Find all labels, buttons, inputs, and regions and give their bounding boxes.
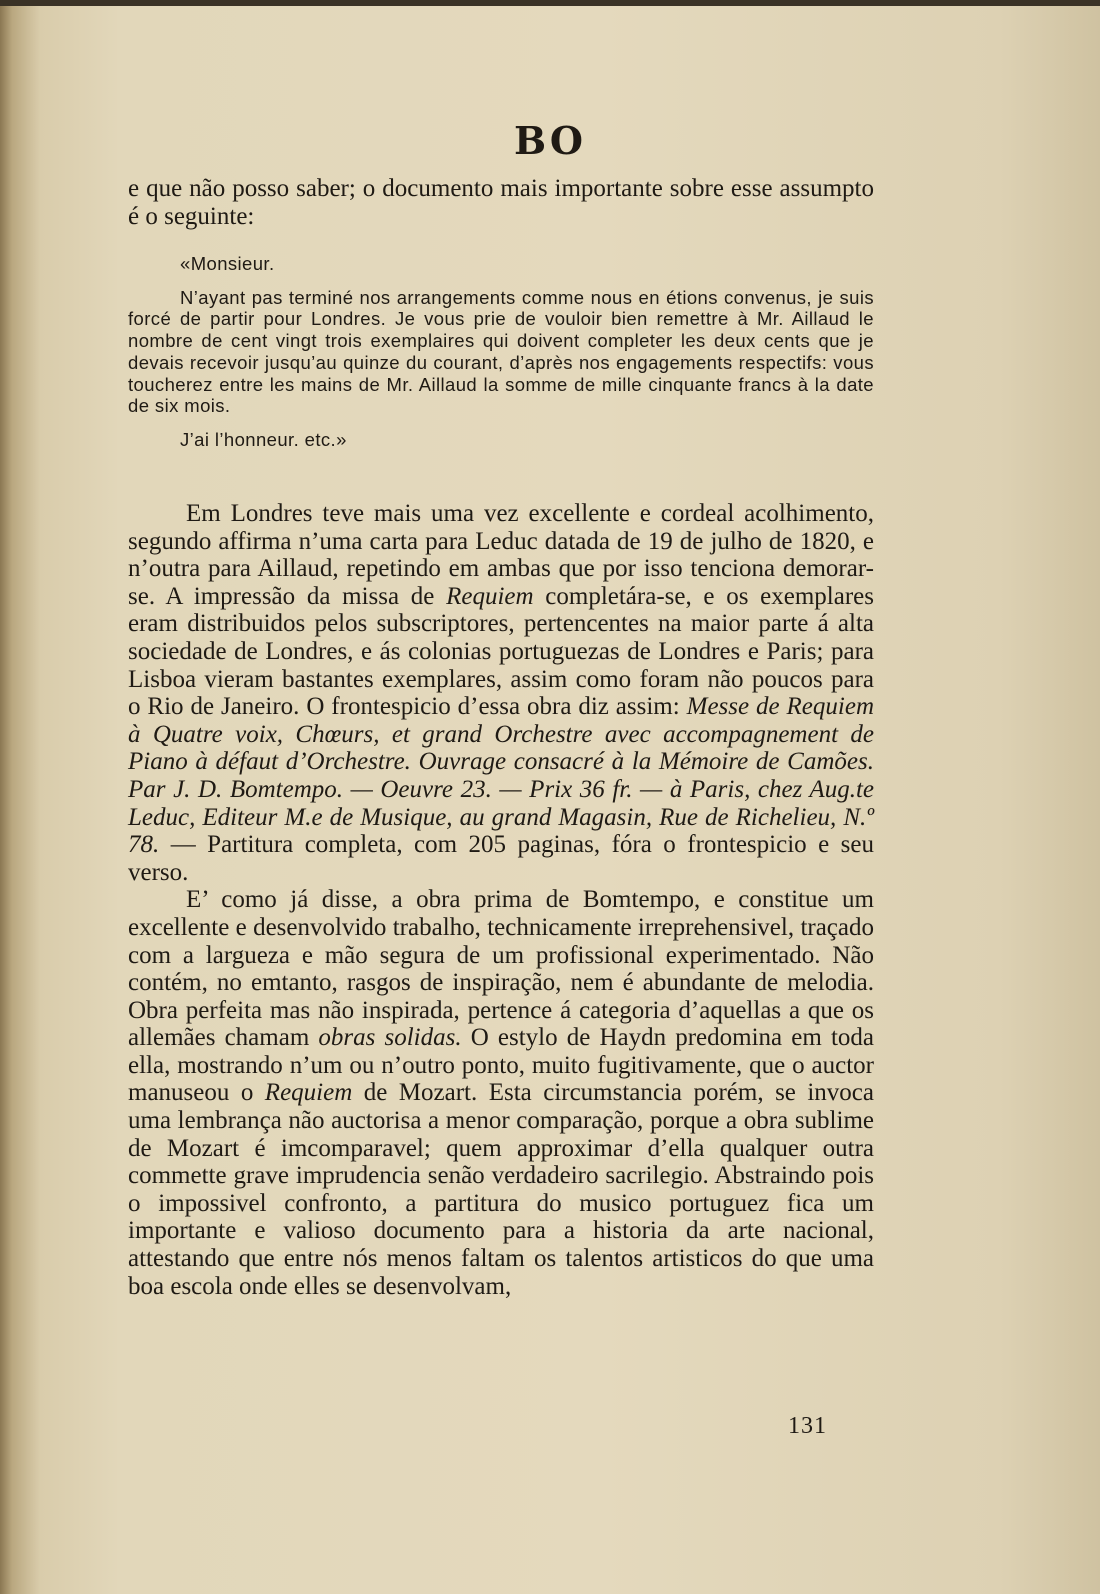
paragraph-london-text-1: Em Londres teve mais uma vez excellente e cordeal acolhimento, segundo affirma n’uma carta para Leduc datada de 19 de julho de 1820, e n’outra para Aillaud, repetindo em ambas que por isso tenciona demorar-se. A impressão da missa de — [128, 500, 874, 610]
paragraph-assessment — [128, 886, 874, 1300]
running-head: BO — [514, 118, 586, 163]
main-text — [128, 500, 874, 1300]
paragraph-london — [128, 500, 874, 886]
intro-text: e que não posso saber; o documento mais importante sobre esse assumpto é o seguinte: — [128, 175, 874, 230]
quoted-letter — [128, 253, 874, 451]
paragraph-london-text-2: completára-se, e os exemplares eram distribuidos pelos subscriptores, pertencentes na maior parte á alta sociedade de Londres, e ás colonias portuguezas de Londres e Paris; para Lisboa vieram bastantes exemplares, assim como foram não poucos para o Rio de Janeiro. O frontespicio d’essa obra diz assim: — [128, 582, 874, 721]
page-number: 131 — [788, 1413, 827, 1439]
obras-solidas-term: obras solidas. — [318, 1024, 462, 1052]
letter-closing: J’ai l’honneur. etc.» — [180, 428, 347, 450]
frontispiece-quote: Messe de Requiem à Quatre voix, Chœurs, et grand Orchestre avec accompagnement de Piano à défaut d’Orchestre. Ouvrage consacré à la Mémoire de Camões. Par J. D. Bomtempo. — Oeuvre 23. — Prix 36 fr. — à Paris, chez Aug.te Leduc, Editeur M.e de Musique, au grand Magasin, Rue de Richelieu, N.º 78. — [128, 693, 874, 859]
letter-body: N’ayant pas terminé nos arrangements comme nous en étions convenus, je suis forcé de partir pour Londres. Je vous prie de vouloir bien remettre à Mr. Aillaud le nombre de cent vingt trois exemplaires qui doivent completer les deux cents que je devais recevoir jusqu’au quinze du courant, d’après nos engagements respectifs: vous toucherez entre les mains de Mr. Aillaud la somme de mille cinquante francs à la date de six mois. — [128, 286, 874, 417]
paragraph-assessment-text-2: O estylo de Haydn predomina em toda ella, mostrando n’um ou n’outro ponto, muito fugitivamente, que o auctor manuseou o — [128, 1024, 874, 1107]
letter-salutation: «Monsieur. — [180, 253, 275, 274]
intro-paragraph — [128, 175, 874, 230]
paragraph-assessment-text-1: E’ como já disse, a obra prima de Bomtempo, e constitue um excellente e desenvolvido trabalho, technicamente irreprehensivel, traçado com a largueza e mão segura de um profissional experimentado. Não contém, no emtanto, rasgos de inspiração, nem é abundante de melodia. Obra perfeita mas não inspirada, pertence á categoria d’aquellas a que os allemães chamam — [128, 886, 874, 1052]
paragraph-london-text-3: — Partitura completa, com 205 paginas, fóra o frontespicio e seu verso. — [128, 831, 874, 886]
mozart-requiem-title: Requiem — [264, 1079, 353, 1107]
requiem-title: Requiem — [446, 582, 534, 610]
paragraph-assessment-text-3: de Mozart. Esta circumstancia porém, se invoca uma lembrança não auctorisa a menor comparação, porque a obra sublime de Mozart é imcomparavel; quem approximar d’ella qualquer outra commette grave imprudencia senão verdadeiro sacrilegio. Abstraindo pois o impossivel confronto, a partitura do musico portuguez fica um importante e valioso documento para a historia da arte nacional, attestando que entre nós menos faltam os talentos artisticos do que uma boa escola onde elles se desenvolvam, — [128, 1079, 874, 1300]
